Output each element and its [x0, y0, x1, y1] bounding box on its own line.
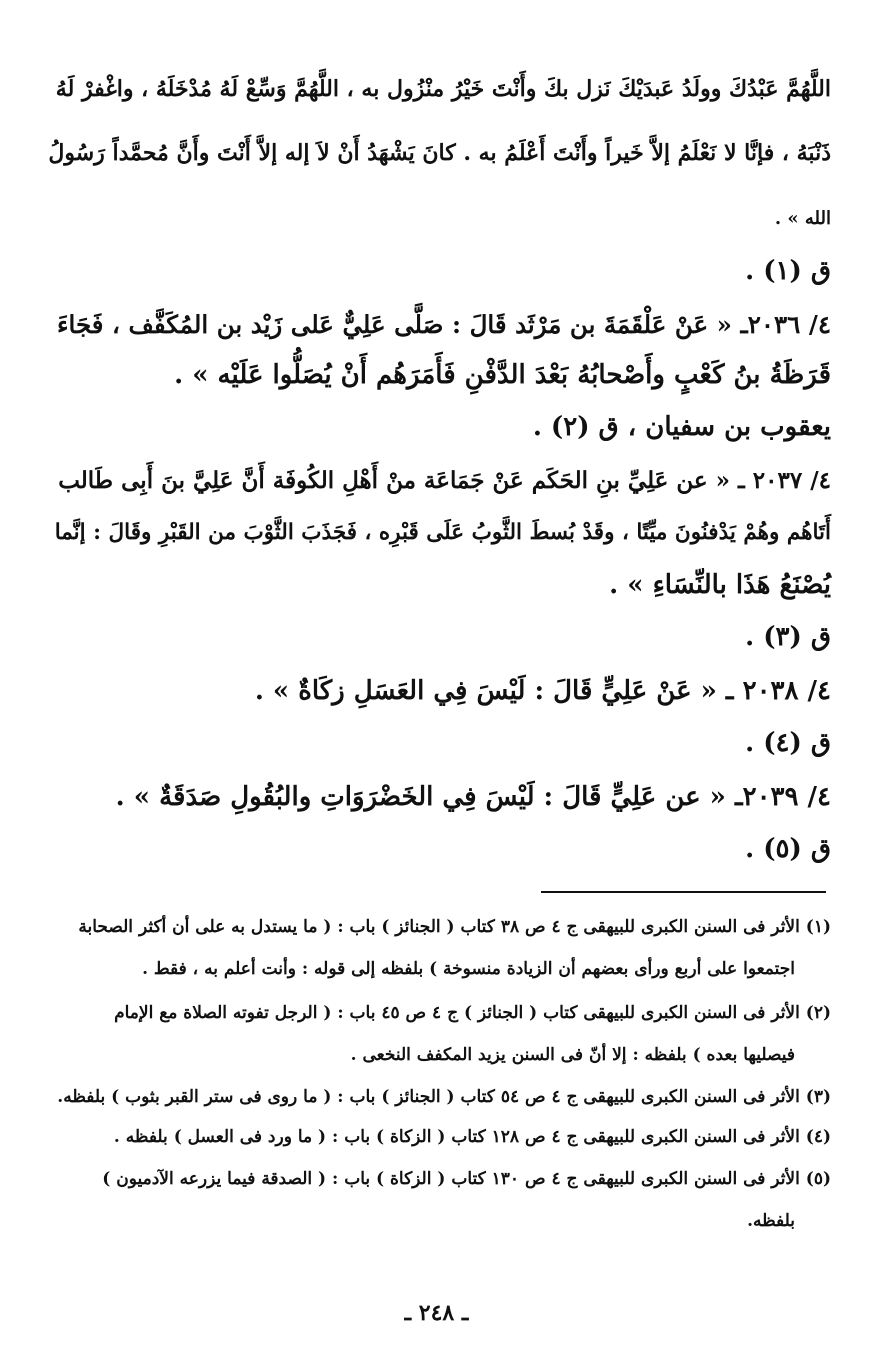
hadith-2038-line: ٤/ ٢٠٣٨ ـ « عَنْ عَلِيٍّ قَالَ : لَيْسَ فِي العَسَلِ زكَاةٌ » . [254, 676, 831, 706]
hadith-2039-line: ٤/ ٢٠٣٩ـ « عن عَلِيٍّ قَالَ : لَيْسَ فِي الخَضْرَوَاتِ والبُقُولِ صَدَقَةٌ » . [115, 782, 831, 812]
citation-line: ق (٥) . [745, 834, 831, 864]
footnote-divider [541, 891, 826, 893]
footnote-line: فيصليها بعده ) بلفظه : إلا أنّ فى السنن يزيد المكفف النخعى . [350, 1045, 795, 1065]
text-line: قَرَظَةُ بنُ كَعْبٍ وأَصْحابُهُ بَعْدَ الدَّفْنِ فَأَمَرَهُم أَنْ يُصَلُّوا عَلَيْه » . [174, 360, 831, 390]
footnote-line: (٥) الأثر فى السنن الكبرى للبيهقى ج ٤ ص ١٣٠ كتاب ( الزكاة ) باب : ( الصدقة فيما يزرعه الآدميون ) [102, 1169, 831, 1189]
hadith-2036-line: ٤/ ٢٠٣٦ـ « عَنْ عَلْقَمَةَ بن مَرْثَد قَالَ : صَلَّى عَلِيٌّ عَلى زَيْد بن المُكَفَّف ، فَجَاءَ [57, 310, 831, 339]
citation-line: يعقوب بن سفيان ، ق (٢) . [532, 412, 831, 442]
footnote-line: بلفظه. [747, 1211, 795, 1231]
footnote-line: (١) الأثر فى السنن الكبرى للبيهقى ج ٤ ص ٣٨ كتاب ( الجنائز ) باب : ( ما يستدل به على أن أكثر الصحابة [78, 917, 831, 937]
text-line: أَتَاهُم وهُمْ يَدْفنُونَ ميِّتًا ، وقَدْ بُسطَ الثَّوبُ عَلَى قَبْرِه ، فَجَذَبَ الثَّوْبَ من القَبْرِ وقَالَ : إنَّما [54, 520, 831, 545]
citation-line: ق (٤) . [745, 728, 831, 758]
text-line: الله » . [774, 208, 831, 229]
citation-line: ق (٣) . [745, 622, 831, 652]
citation-line: ق (١) . [745, 256, 831, 286]
text-line: اللَّهُمَّ عَبْدُكَ وولَدُ عَبدَيْكَ نَزل بكَ وأَنْتَ خَيْرُ منْزُول به ، اللَّهُمَّ وَسِّعْ لَهُ مُدْخَلَهُ ، واغْفرْ لَهُ [55, 76, 831, 102]
footnote-line: اجتمعوا على أربع ورأى بعضهم أن الزيادة منسوخة ) بلفظه إلى قوله : وأنت أعلم به ، فقط . [142, 959, 795, 979]
page-number: ـ ٢٤٨ ـ [404, 1300, 469, 1326]
footnote-line: (٣) الأثر فى السنن الكبرى للبيهقى ج ٤ ص ٥٤ كتاب ( الجنائز ) باب : ( ما روى فى ستر القبر بثوب ) بلفظه. [57, 1087, 831, 1107]
text-line: ذَنْبَهُ ، فإنَّا لا نَعْلَمُ إلاَّ خَيراً وأَنْتَ أَعْلَمُ به . كانَ يَشْهَدُ أَنْ لاَ إله إلاَّ أَنْتَ وأَنَّ مُحمَّداً رَسُولُ [48, 140, 831, 166]
hadith-2037-line: ٤/ ٢٠٣٧ ـ « عن عَلِيِّ بنِ الحَكَم عَنْ جَمَاعَة منْ أَهْلِ الكُوفَة أَنَّ عَلِيَّ بنَ أَبِى طَالب [58, 467, 831, 494]
footnote-line: (٢) الأثر فى السنن الكبرى للبيهقى كتاب ( الجنائز ) ج ٤ ص ٤٥ باب : ( الرجل تفوته الصلاة مع الإمام [114, 1003, 831, 1023]
text-line: يُصْنَعُ هَذَا بالنِّسَاءِ » . [609, 570, 831, 600]
footnote-line: (٤) الأثر فى السنن الكبرى للبيهقى ج ٤ ص ١٢٨ كتاب ( الزكاة ) باب : ( ما ورد فى العسل ) بلفظه . [113, 1127, 831, 1147]
